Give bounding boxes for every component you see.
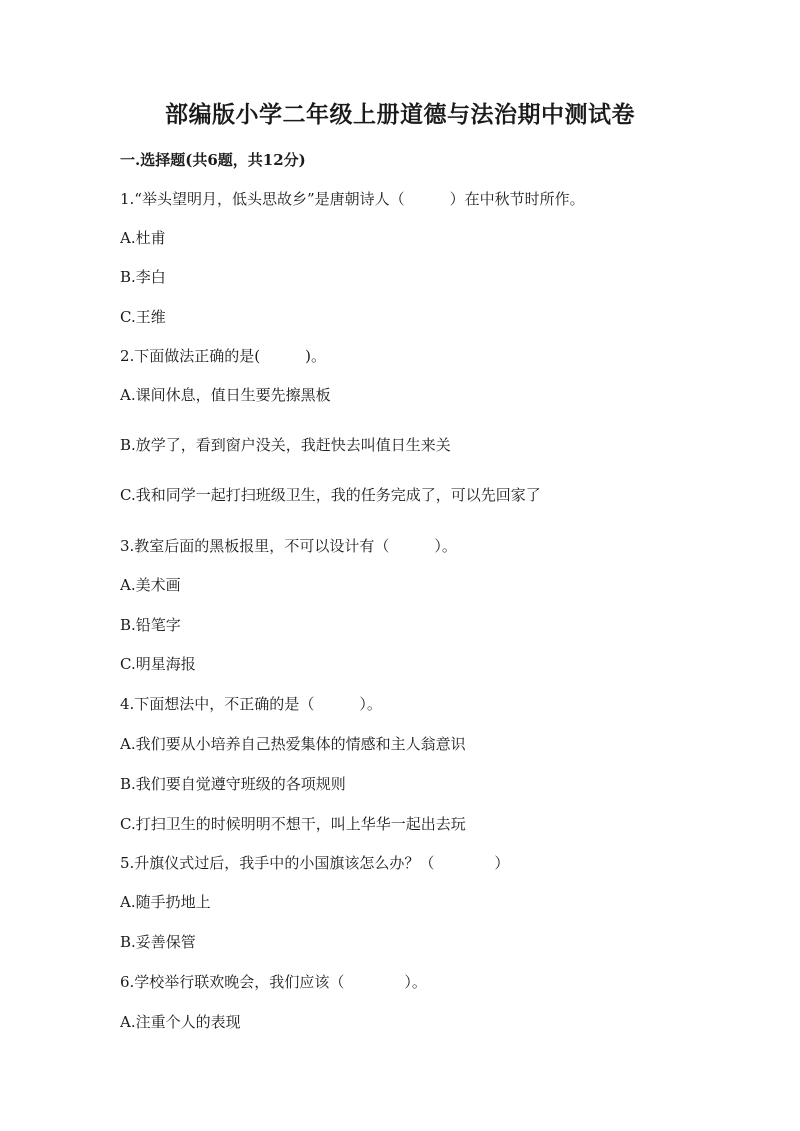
question-1-option-c: C.王维 <box>120 308 166 326</box>
question-3-option-a: A.美术画 <box>120 576 181 594</box>
question-5-option-b: B.妥善保管 <box>120 933 196 951</box>
question-2-option-a: A.课间休息，值日生要先擦黑板 <box>120 386 331 404</box>
question-5-option-a: A.随手扔地上 <box>120 893 211 911</box>
question-1-stem: 1.“举头望明月，低头思故乡”是唐朝诗人（ ）在中秋节时所作。 <box>120 190 585 208</box>
question-1-option-a: A.杜甫 <box>120 229 166 247</box>
question-3-option-b: B.铅笔字 <box>120 616 181 634</box>
question-2-stem: 2.下面做法正确的是( )。 <box>120 347 327 365</box>
question-1-option-b: B.李白 <box>120 268 166 286</box>
question-4-option-c: C.打扫卫生的时候明明不想干，叫上华华一起出去玩 <box>120 815 466 833</box>
question-4-option-b: B.我们要自觉遵守班级的各项规则 <box>120 775 346 793</box>
question-2-option-b: B.放学了，看到窗户没关，我赶快去叫值日生来关 <box>120 436 451 454</box>
section-heading: 一.选择题(共6题，共12分) <box>120 151 306 169</box>
question-6-option-a: A.注重个人的表现 <box>120 1013 241 1031</box>
question-4-option-a: A.我们要从小培养自己热爱集体的情感和主人翁意识 <box>120 735 466 753</box>
question-4-stem: 4.下面想法中，不正确的是（ ）。 <box>120 695 382 713</box>
exam-title: 部编版小学二年级上册道德与法治期中测试卷 <box>165 101 635 128</box>
question-3-option-c: C.明星海报 <box>120 655 196 673</box>
question-5-stem: 5.升旗仪式过后，我手中的小国旗该怎么办？（ ） <box>120 854 510 872</box>
question-2-option-c: C.我和同学一起打扫班级卫生，我的任务完成了，可以先回家了 <box>120 486 541 504</box>
question-3-stem: 3.教室后面的黑板报里，不可以设计有（ ）。 <box>120 537 457 555</box>
question-6-stem: 6.学校举行联欢晚会，我们应该（ ）。 <box>120 973 427 991</box>
